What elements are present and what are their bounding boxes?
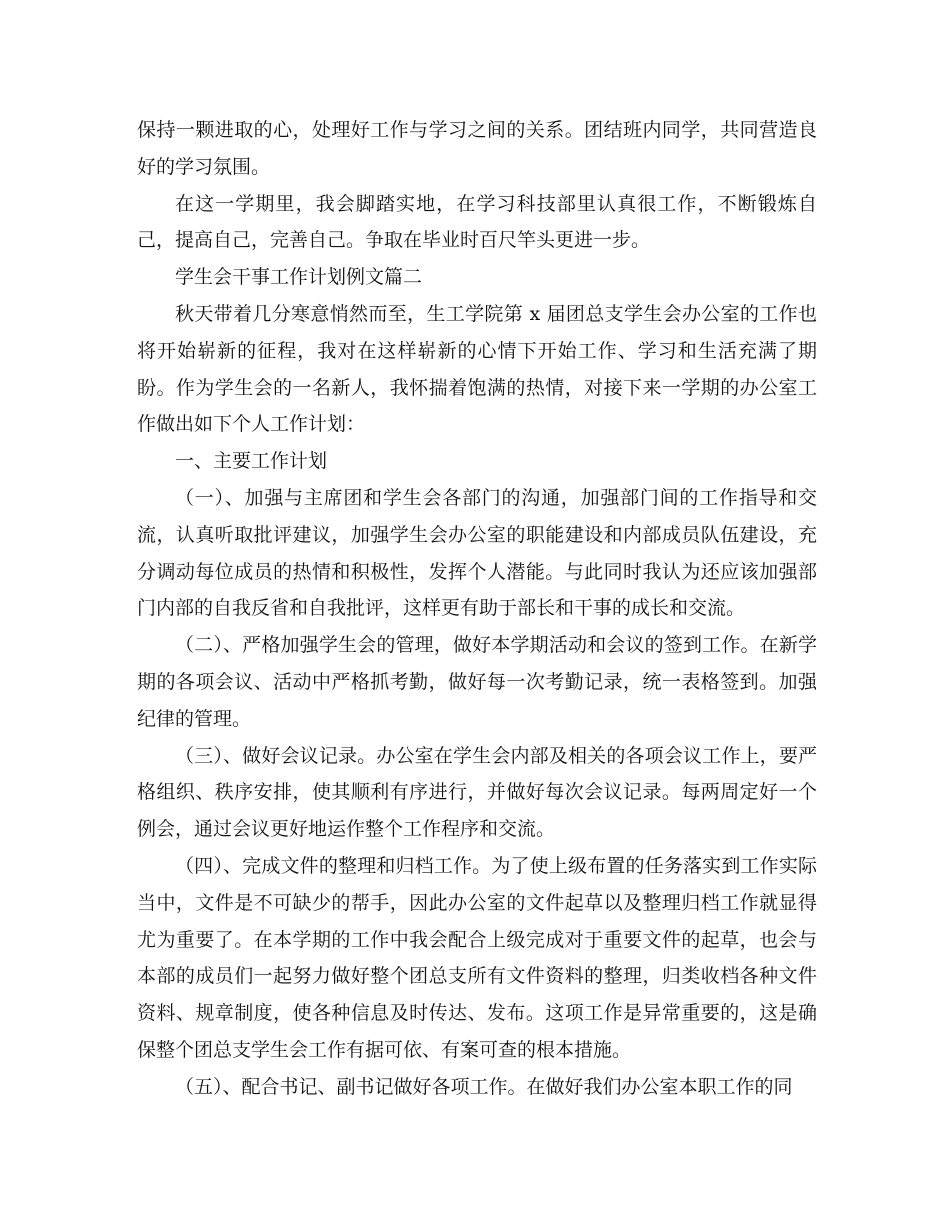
paragraph-intro: 秋天带着几分寒意悄然而至，生工学院第 x 届团总支学生会办公室的工作也将开始崭新的征程，我对在这样崭新的心情下开始工作、学习和生活充满了期盼。作为学生会的一名新人，我怀揣着饱满的热情，对接下来一学期的办公室工作做出如下个人工作计划： bbox=[137, 302, 817, 436]
plan-item-4: （四）、完成文件的整理和归档工作。为了使上级布置的任务落实到工作实际当中，文件是不可缺少的帮手，因此办公室的文件起草以及整理归档工作就显得尤为重要了。在本学期的工作中我会配合上级完成对于重要文件的起草，也会与本部的成员们一起努力做好整个团总支所有文件资料的整理，归类收档各种文件资料、规章制度，使各种信息及时传达、发布。这项工作是异常重要的，这是确保整个团总支学生会工作有据可依、有案可查的根本措施。 bbox=[137, 854, 817, 1061]
plan-item-3: （三）、做好会议记录。办公室在学生会内部及相关的各项会议工作上，要严格组织、秩序安排，使其顺利有序进行，并做好每次会议记录。每两周定好一个例会，通过会议更好地运作整个工作程序和交流。 bbox=[137, 744, 817, 841]
paragraph-continuation: 保持一颗进取的心，处理好工作与学习之间的关系。团结班内同学，共同营造良好的学习氛围。 bbox=[137, 119, 817, 178]
section-title: 学生会干事工作计划例文篇二 bbox=[175, 266, 423, 289]
plan-item-1: （一）、加强与主席团和学生会各部门的沟通，加强部门间的工作指导和交流，认真听取批评建议，加强学生会办公室的职能建设和内部成员队伍建设，充分调动每位成员的热情和积极性，发挥个人潜能。与此同时我认为还应该加强部门内部的自我反省和自我批评，这样更有助于部长和干事的成长和交流。 bbox=[137, 486, 817, 620]
paragraph-study-semester: 在这一学期里，我会脚踏实地，在学习科技部里认真很工作，不断锻炼自己，提高自己，完善自己。争取在毕业时百尺竿头更进一步。 bbox=[137, 192, 817, 252]
document-body bbox=[137, 112, 817, 1106]
plan-item-2: （二）、严格加强学生会的管理，做好本学期活动和会议的签到工作。在新学期的各项会议、活动中严格抓考勤，做好每一次考勤记录，统一表格签到。加强纪律的管理。 bbox=[137, 634, 817, 730]
subsection-title: 一、主要工作计划 bbox=[175, 450, 328, 473]
plan-item-5: （五）、配合书记、副书记做好各项工作。在做好我们办公室本职工作的同 bbox=[175, 1075, 793, 1098]
